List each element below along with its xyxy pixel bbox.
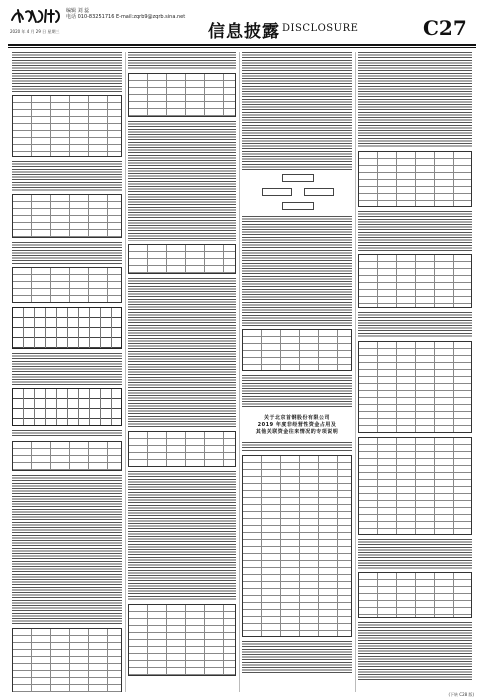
text-block: [128, 278, 236, 428]
text-block: [12, 430, 122, 438]
column-divider: [125, 52, 126, 692]
text-block: [358, 211, 472, 251]
text-block: [128, 471, 236, 601]
editor-line: 编辑 刘 蕊: [66, 8, 90, 14]
data-table: [128, 244, 236, 274]
data-table: [128, 431, 236, 467]
data-table: [242, 329, 352, 371]
text-block: [242, 375, 352, 409]
org-chart-node: [304, 188, 334, 196]
data-table: [12, 441, 122, 471]
text-block: [12, 52, 122, 92]
text-block: [242, 216, 352, 326]
text-block: [12, 242, 122, 264]
text-block: [242, 442, 352, 452]
text-block: [12, 161, 122, 191]
section-title-en: DISCLOSURE: [282, 23, 359, 34]
org-chart-diagram: [252, 174, 342, 212]
column-1: [12, 52, 122, 692]
continued-note: (下转 C28 版): [448, 692, 474, 697]
data-table: [128, 73, 236, 117]
org-chart-node: [282, 202, 314, 210]
date-line: 2020 年 4 月 29 日 星期三: [10, 29, 60, 34]
column-divider: [355, 52, 356, 692]
data-table: [12, 267, 122, 303]
masthead: [0, 0, 484, 44]
data-table: [358, 151, 472, 207]
calligraphy-logo-icon: [10, 7, 62, 25]
data-table: [358, 437, 472, 535]
newspaper-logo: [10, 7, 62, 25]
article-headline: [242, 415, 352, 436]
column-divider: [239, 52, 240, 692]
page-number: C27: [423, 16, 467, 40]
column-2: [128, 52, 236, 692]
text-block: [358, 622, 472, 682]
data-table: [128, 604, 236, 676]
masthead-rule: [8, 44, 476, 46]
data-table: [358, 341, 472, 433]
text-block: [358, 52, 472, 148]
editor-info: [66, 8, 185, 20]
section-title: 信息披露: [208, 22, 280, 42]
contact-line: 电话 010-83251716 E-mail:zqrb9@zqrb.sina.net: [66, 14, 186, 20]
data-table: [12, 388, 122, 426]
masthead-rule-thin: [8, 47, 476, 48]
text-block: [12, 353, 122, 385]
column-4: [358, 52, 472, 692]
text-block: [128, 52, 236, 70]
org-chart-node: [282, 174, 314, 182]
text-block: [358, 312, 472, 338]
column-3: [242, 52, 352, 692]
data-table: [242, 455, 352, 637]
headline-line: 关于北京首钢股份有限公司: [263, 415, 330, 421]
data-table: [12, 307, 122, 349]
data-table: [358, 572, 472, 618]
text-block: [242, 52, 352, 170]
data-table: [358, 254, 472, 308]
text-block: [358, 539, 472, 569]
headline-line: 2019 年度非经营性资金占用及: [257, 422, 337, 428]
data-table: [12, 194, 122, 238]
text-block: [128, 121, 236, 241]
org-chart-node: [262, 188, 292, 196]
data-table: [12, 628, 122, 692]
text-block: [242, 641, 352, 675]
data-table: [12, 95, 122, 157]
text-block: [12, 475, 122, 625]
headline-line: 其他关联资金往来情况的专项说明: [255, 429, 339, 435]
